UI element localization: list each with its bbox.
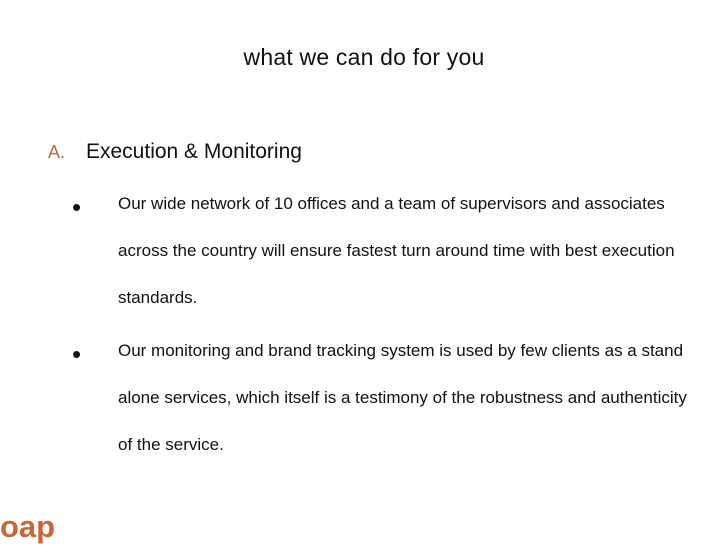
bullet-dot-icon: •: [72, 192, 82, 222]
bullet-text: Our wide network of 10 offices and a team of supervisors and associates across the country will ensure fastest turn around time with best execution standards.: [118, 194, 675, 307]
bullet-list: [72, 192, 702, 468]
section-heading-row: [48, 140, 708, 164]
bullet-text: Our monitoring and brand tracking system is used by few clients as a stand alone services, which itself is a testimony of the robustness and authenticity of the service.: [118, 341, 687, 454]
company-logo: oap: [0, 509, 56, 544]
bullet-item: [72, 339, 702, 468]
slide-title: what we can do for you: [243, 44, 485, 70]
section-heading: Execution & Monitoring: [86, 140, 302, 163]
section-execution-monitoring: [48, 140, 708, 164]
bullet-dot-icon: •: [72, 339, 82, 369]
bullet-item: [72, 192, 702, 321]
section-marker: A.: [48, 142, 66, 162]
